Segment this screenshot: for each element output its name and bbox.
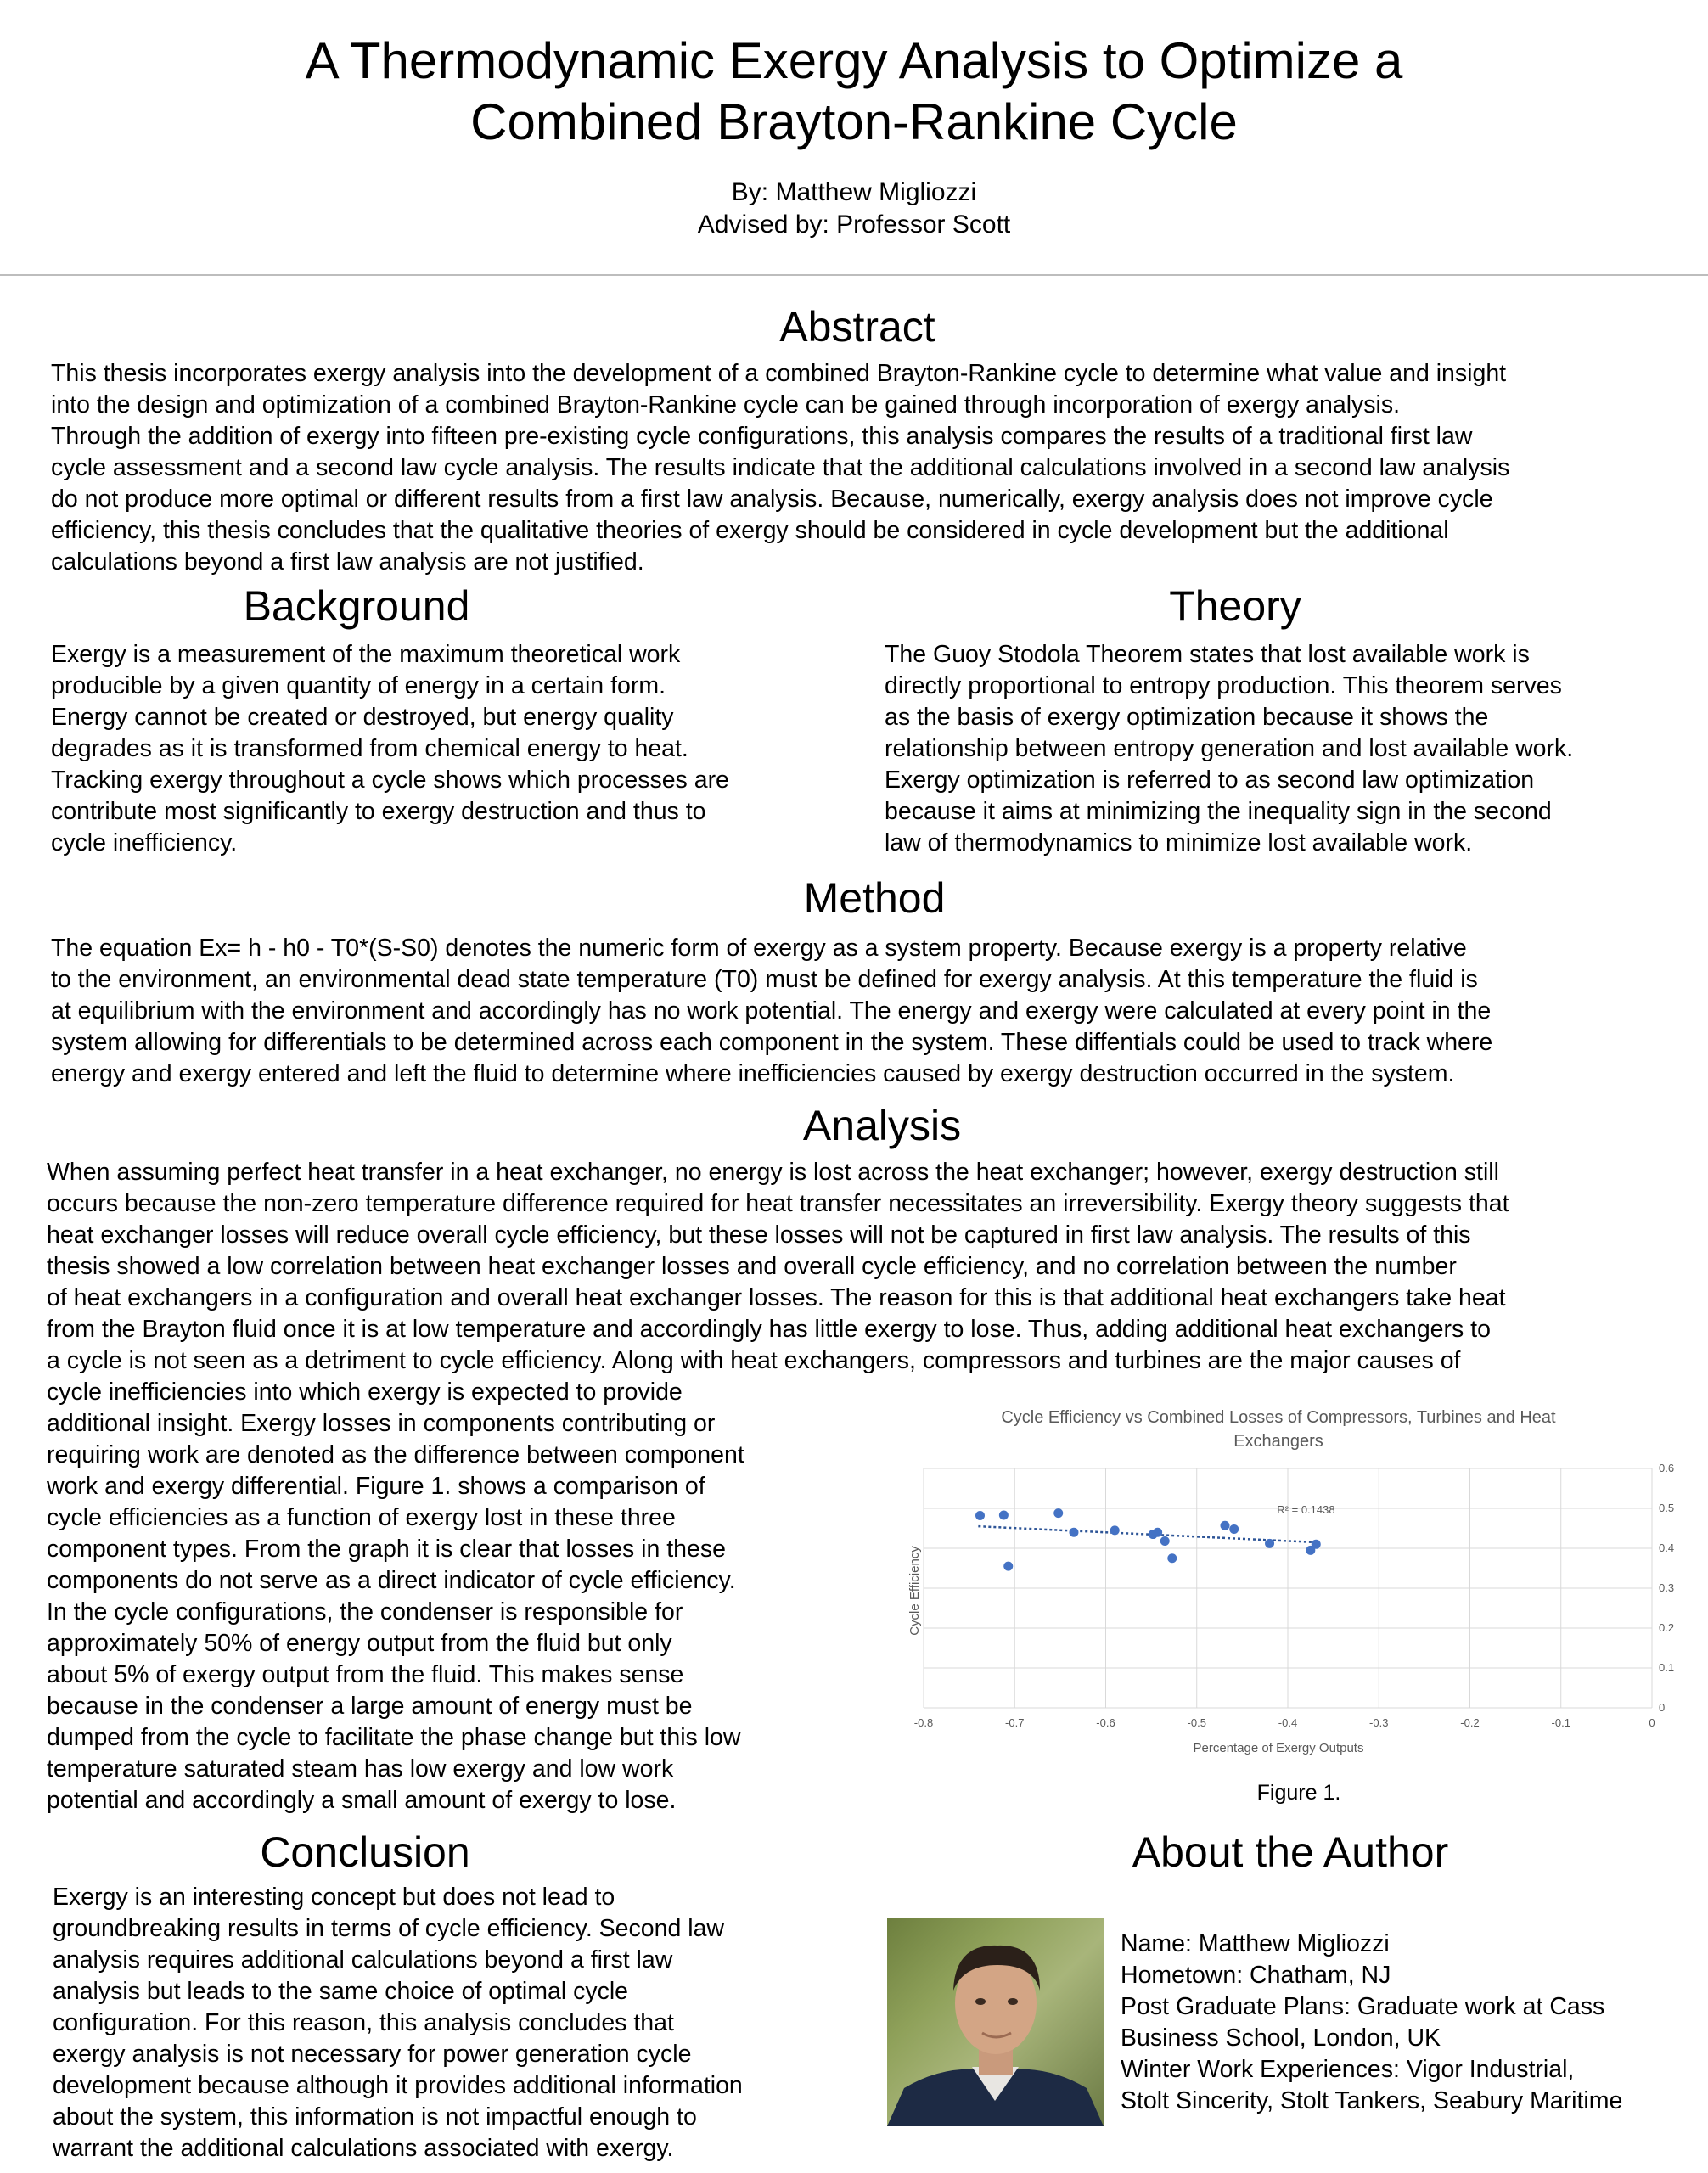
- x-tick-label: -0.7: [1005, 1716, 1025, 1729]
- analysis-text-continued: cycle inefficiencies into which exergy is expected to provide additional insight. Exergy losses in components contributing or requiring work are denoted as the difference between component work and exergy differential. Figure 1. shows a comparison of cycle efficiencies as a function of exergy lost in these three component types. From the graph it is clear that losses in these components do not serve as a direct indicator of cycle efficiency. In the cycle configurations, the condenser is responsible for approximately 50% of energy output from the fluid but only about 5% of exergy output from the fluid. This makes sense because in the condenser a large amount of energy must be dumped from the cycle to facilitate the phase change but this low temperature saturated steam has low exergy and low work potential and accordingly a small amount of exergy to lose.: [47, 1378, 744, 1814]
- portrait-icon: [887, 1918, 1104, 2126]
- y-axis-ticks: [1659, 1462, 1674, 1714]
- y-tick-label: 0.5: [1659, 1502, 1675, 1514]
- header-divider: [0, 274, 1708, 276]
- x-tick-label: -0.2: [1460, 1716, 1480, 1729]
- y-tick-label: 0: [1659, 1701, 1666, 1714]
- data-point: [1003, 1562, 1013, 1571]
- data-point: [975, 1511, 985, 1520]
- data-point: [1053, 1508, 1063, 1518]
- author-line: By: Matthew Migliozzi: [731, 178, 977, 206]
- y-tick-label: 0.6: [1659, 1462, 1675, 1474]
- abstract-text: This thesis incorporates exergy analysis into the development of a combined Brayton-Rankine cycle to determine what value and insight into the design and optimization of a combined Brayton-Rankine cycle can be gained through incorporation of exergy analysis. Through the addition of exergy into fifteen pre-existing cycle configurations, this analysis compares the results of a traditional first law cycle assessment and a second law cycle analysis. The results indicate that the additional calculations involved in a second law analysis do not produce more optimal or different results from a first law analysis. Because, numerically, exergy analysis does not improve cycle efficiency, this thesis concludes that the qualitative theories of exergy should be considered in cycle development but the additional calculations beyond a first law analysis are not justified.: [51, 360, 1510, 576]
- poster-title: A Thermodynamic Exergy Analysis to Optimize a Combined Brayton-Rankine Cycle: [305, 32, 1403, 150]
- x-tick-label: -0.1: [1551, 1716, 1570, 1729]
- background-text: Exergy is a measurement of the maximum theoretical work producible by a given quantity of energy in a certain form. Energy cannot be created or destroyed, but energy quality degrades as it is transformed from chemical energy to heat. Tracking exergy throughout a cycle shows which processes are contribute most significantly to exergy destruction and thus to cycle inefficiency.: [51, 641, 729, 856]
- conclusion-text: Exergy is an interesting concept but does not lead to groundbreaking results in terms of cycle efficiency. Second law analysis requires additional calculations beyond a first law analysis but leads to the same choice of optimal cycle configuration. For this reason, this analysis concludes that exergy analysis is not necessary for power generation cycle development because although it provides additional information about the system, this information is not impactful enough to warrant the additional calculations associated with exergy.: [53, 1884, 743, 2162]
- data-point: [1110, 1525, 1120, 1535]
- chart-title-line-1: Cycle Efficiency vs Combined Losses of Compressors, Turbines and Heat: [1001, 1408, 1556, 1427]
- trendline: [978, 1526, 1315, 1542]
- author-photo: [887, 1918, 1104, 2126]
- data-point: [1167, 1553, 1177, 1563]
- analysis-text: When assuming perfect heat transfer in a heat exchanger, no energy is lost across the heat exchanger; however, exergy destruction still occurs because the non-zero temperature difference required for heat transfer necessitates an irreversibility. Exergy theory suggests that heat exchanger losses will reduce overall cycle efficiency, but these losses will not be captured in first law analysis. The results of this thesis showed a low correlation between heat exchanger losses and overall cycle efficiency, and no correlation between the number of heat exchangers in a configuration and overall heat exchanger losses. The reason for this is that additional heat exchangers take heat from the Brayton fluid once it is at low temperature and accordingly has little exergy to lose. Thus, adding additional heat exchangers to a cycle is not seen as a detriment to cycle efficiency. Along with heat exchangers, compressors and turbines are the major causes of: [47, 1159, 1509, 1374]
- figure-caption: Figure 1.: [1256, 1781, 1341, 1805]
- data-point: [1229, 1524, 1239, 1534]
- theory-text: The Guoy Stodola Theorem states that lost available work is directly proportional to entropy production. This theorem serves as the basis of exergy optimization because it shows the relationship between entropy generation and lost available work. Exergy optimization is referred to as second law optimization because it aims at minimizing the inequality sign in the second law of thermodynamics to minimize lost available work.: [885, 641, 1574, 856]
- data-point: [999, 1510, 1009, 1519]
- method-heading: Method: [803, 874, 946, 922]
- method-text: The equation Ex= h - h0 - T0*(S-S0) denotes the numeric form of exergy as a system property. Because exergy is a property relative to the environment, an environmental dead state temperature (T0) must be defined for exergy analysis. At this temperature the fluid is at equilibrium with the environment and accordingly has no work potential. The energy and exergy were calculated at every point in the system allowing for differentials to be determined across each component in the system. These diffentials could be used to track where energy and exergy entered and left the fluid to determine where inefficiencies caused by exergy destruction occurred in the system.: [51, 935, 1493, 1087]
- cycle-efficiency-chart: [900, 1399, 1681, 1764]
- analysis-heading: Analysis: [802, 1102, 962, 1149]
- x-tick-label: -0.6: [1096, 1716, 1115, 1729]
- x-tick-label: -0.5: [1187, 1716, 1206, 1729]
- data-point: [1160, 1536, 1170, 1546]
- x-tick-label: 0: [1649, 1716, 1655, 1729]
- y-axis-label: Cycle Efficiency: [907, 1546, 922, 1636]
- conclusion-heading: Conclusion: [260, 1828, 470, 1876]
- about-author-heading: About the Author: [1132, 1828, 1449, 1876]
- data-points: [975, 1508, 1321, 1571]
- x-tick-label: -0.8: [913, 1716, 934, 1729]
- author-details: Name: Matthew Migliozzi Hometown: Chatham, NJ Post Graduate Plans: Graduate work at Cass Business School, London, UK Winter Work Experiences: Vigor Industrial, Stolt Sincerity, Stolt Tankers, Seabury Maritime: [1121, 1930, 1623, 2114]
- chart-title-line-2: Exchangers: [1233, 1432, 1323, 1451]
- advisor-line: Advised by: Professor Scott: [697, 211, 1011, 239]
- background-heading: Background: [243, 582, 470, 630]
- theory-heading: Theory: [1169, 582, 1301, 630]
- y-tick-label: 0.2: [1659, 1621, 1675, 1634]
- data-point: [1069, 1528, 1078, 1537]
- data-point: [1153, 1528, 1162, 1537]
- x-tick-label: -0.4: [1278, 1716, 1298, 1729]
- data-point: [1220, 1521, 1229, 1530]
- y-tick-label: 0.4: [1659, 1541, 1675, 1554]
- x-axis-ticks: [914, 1716, 1655, 1729]
- y-tick-label: 0.1: [1659, 1661, 1675, 1674]
- y-tick-label: 0.3: [1659, 1581, 1675, 1594]
- r-squared-label: R² = 0.1438: [1277, 1503, 1335, 1517]
- data-point: [1265, 1539, 1274, 1548]
- data-point: [1312, 1540, 1321, 1549]
- x-tick-label: -0.3: [1369, 1716, 1389, 1729]
- abstract-heading: Abstract: [779, 303, 935, 351]
- x-axis-label: Percentage of Exergy Outputs: [1193, 1741, 1364, 1755]
